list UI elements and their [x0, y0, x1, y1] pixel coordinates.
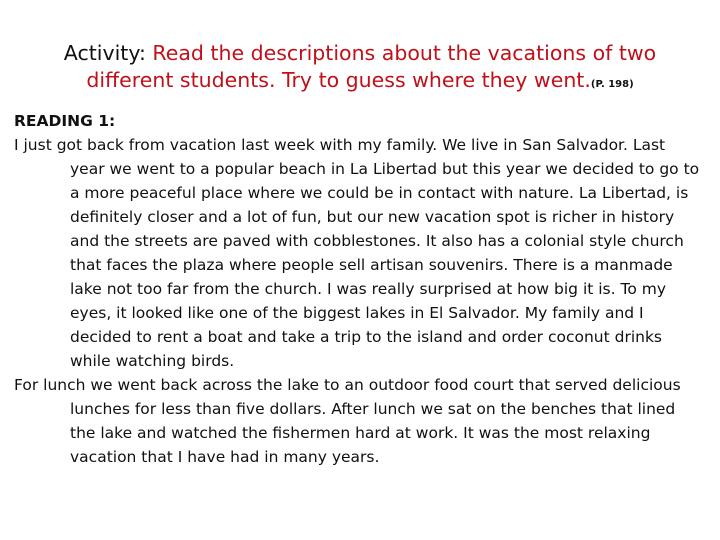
reading-heading: READING 1:: [14, 112, 116, 130]
page-reference: (P. 198): [590, 79, 634, 90]
reading-paragraph-2: For lunch we went back across the lake to an outdoor food court that served delicious lunches for less than five dollars. After lunch we sat on the benches that lined the lake and watched the fishermen hard at work. It was the most relaxing vacation that I have had in many years.: [14, 376, 681, 466]
slide-title: [40, 40, 680, 98]
reading-body: [14, 109, 704, 469]
title-description: Read the descriptions about the vacations of two different students. Try to guess where they went.: [86, 41, 657, 92]
title-lead: Activity:: [63, 41, 153, 65]
reading-paragraph-1: I just got back from vacation last week with my family. We live in San Salvador. Last year we went to a popular beach in La Libertad but this year we decided to go to a more peaceful place where we could be in contact with nature. La Libertad, is definitely closer and a lot of fun, but our new vacation spot is richer in history and the streets are paved with cobblestones. It also has a colonial style church that faces the plaza where people sell artisan souvenirs. There is a manmade lake not too far from the church. I was really surprised at how big it is. To my eyes, it looked like one of the biggest lakes in El Salvador. My family and I decided to rent a boat and take a trip to the island and order coconut drinks while watching birds.: [14, 136, 700, 370]
